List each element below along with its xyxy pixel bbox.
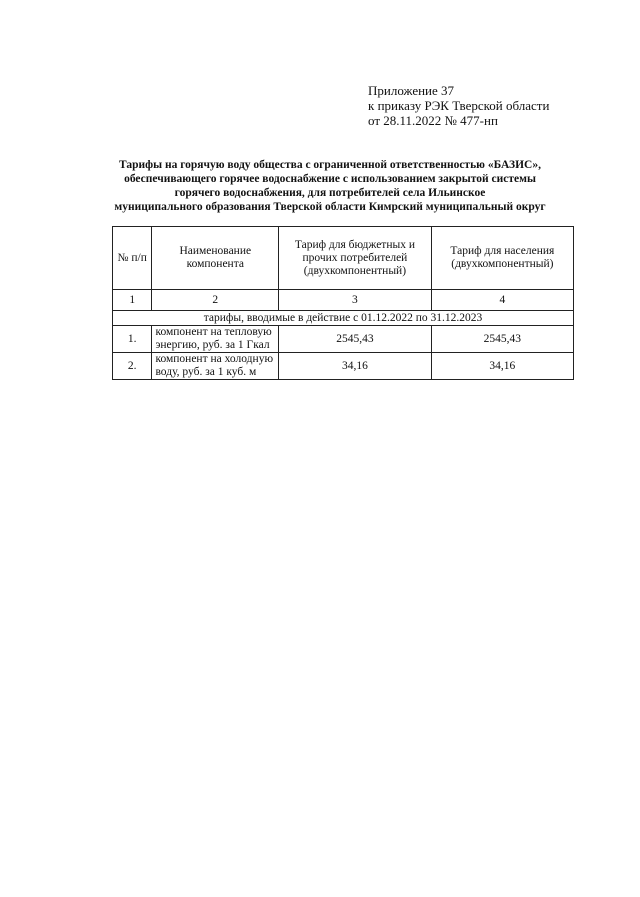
header-name: Наименование компонента [152, 227, 279, 290]
header-population: Тариф для населения (двухкомпонентный) [431, 227, 573, 290]
header-num: № п/п [113, 227, 152, 290]
period-label: тарифы, вводимые в действие с 01.12.2022 по 31.12.2023 [113, 311, 574, 326]
table-header-row [113, 227, 574, 290]
appendix-date: от 28.11.2022 № 477-нп [368, 113, 498, 128]
row-name: компонент на тепловую энергию, руб. за 1 Гкал [152, 326, 279, 353]
appendix-reference [368, 83, 549, 128]
row-population-tariff: 2545,43 [431, 326, 573, 353]
row-budget-tariff: 2545,43 [279, 326, 432, 353]
column-number: 1 [113, 290, 152, 311]
table-row [113, 353, 574, 380]
title-line-2: обеспечивающего горячее водоснабжение с использованием закрытой системы [124, 173, 536, 185]
title-line-1: Тарифы на горячую воду общества с ограниченной ответственностью «БАЗИС», [119, 159, 541, 171]
column-number: 3 [279, 290, 432, 311]
column-number: 2 [152, 290, 279, 311]
row-num: 2. [113, 353, 152, 380]
title-line-3: горячего водоснабжения, для потребителей села Ильинское [174, 187, 486, 199]
appendix-order: к приказу РЭК Тверской области [368, 98, 550, 113]
column-number-row [113, 290, 574, 311]
header-budget: Тариф для бюджетных и прочих потребителей (двухкомпонентный) [279, 227, 432, 290]
row-num: 1. [113, 326, 152, 353]
row-population-tariff: 34,16 [431, 353, 573, 380]
tariff-table [112, 226, 574, 380]
period-row [113, 311, 574, 326]
title-line-4: муниципального образования Тверской области Кимрский муниципальный округ [114, 201, 546, 213]
table-row [113, 326, 574, 353]
appendix-number: Приложение 37 [368, 83, 455, 98]
document-title [90, 158, 570, 214]
row-name: компонент на холодную воду, руб. за 1 куб. м [152, 353, 279, 380]
row-budget-tariff: 34,16 [279, 353, 432, 380]
column-number: 4 [431, 290, 573, 311]
